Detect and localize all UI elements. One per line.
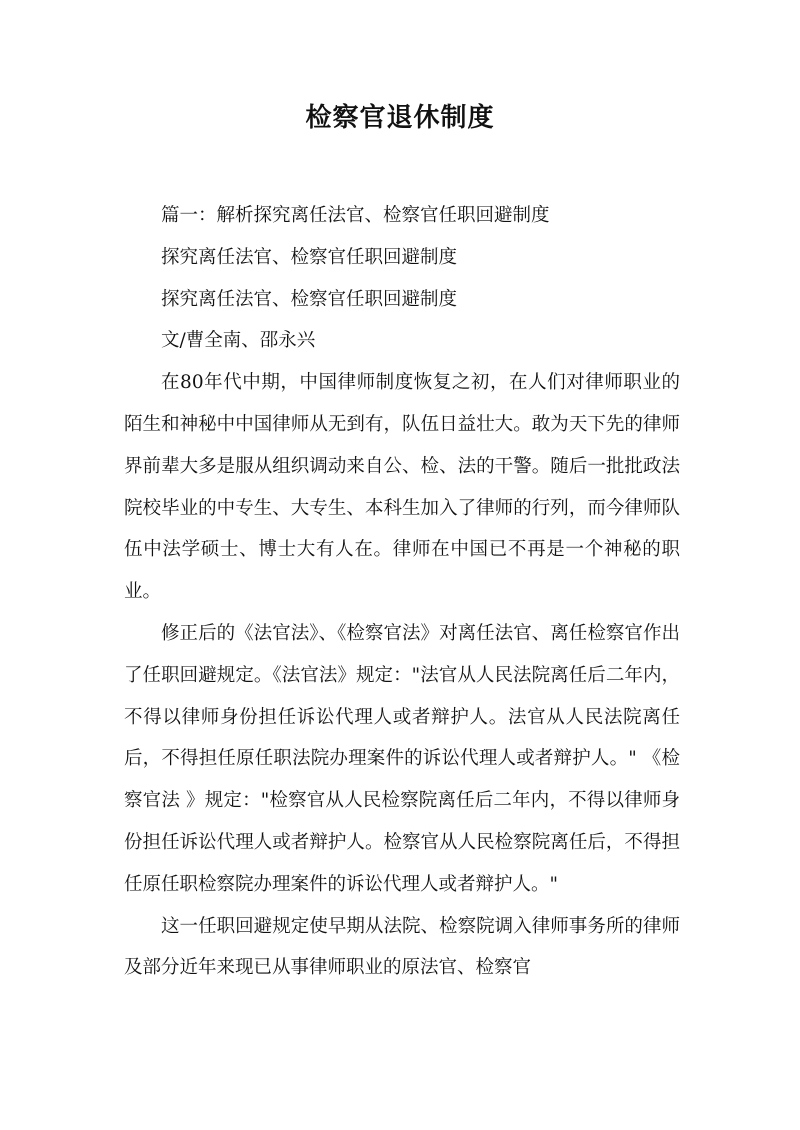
body-paragraph-3: 这一任职回避规定使早期从法院、检察院调入律师事务所的律师及部分近年来现已从事律师职业的原法官、检察官 [124, 915, 680, 979]
subtitle-line-1: 探究离任法官、检察官任职回避制度 [161, 246, 458, 268]
document-title: 检察官退休制度 [305, 103, 495, 133]
document-body [124, 195, 680, 989]
body-paragraph-1: 在80年代中期，中国律师制度恢复之初，在人们对律师职业的陌生和神秘中中国律师从无到有，队伍日益壮大。敢为天下先的律师界前辈大多是服从组织调动来自公、检、法的干警。随后一批批政法院校毕业的中专生、大专生、本科生加入了律师的行列，而今律师队伍中法学硕士、博士大有人在。律师在中国已不再是一个神秘的职业。 [124, 372, 680, 603]
section-heading: 篇一：解析探究离任法官、检察官任职回避制度 [161, 205, 550, 226]
subtitle-line-2: 探究离任法官、检察官任职回避制度 [161, 288, 458, 310]
body-paragraph-2: 修正后的《法官法》、《检察官法》对离任法官、离任检察官作出了任职回避规定。《法官法》规定："法官从人民法院离任后二年内，不得以律师身份担任诉讼代理人或者辩护人。法官从人民法院离任后，不得担任原任职法院办理案件的诉讼代理人或者辩护人。" 《检察官法 》规定："检察官从人民检察院离任后二年内，不得以律师身份担任诉讼代理人或者辩护人。检察官从人民检察院离任后，不得担任原任职检察院办理案件的诉讼代理人或者辩护人。" [124, 622, 680, 895]
author-line: 文/曹全南、邵永兴 [161, 330, 316, 352]
